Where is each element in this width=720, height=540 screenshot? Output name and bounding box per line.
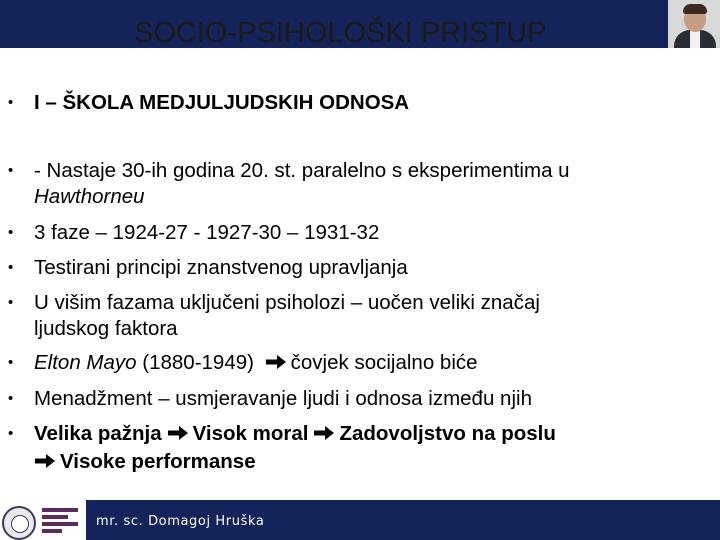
footer-author: mr. sc. Domagoj Hruška	[96, 514, 265, 529]
list-item-text: Testirani principi znanstvenog upravljanja	[34, 256, 408, 279]
slide-title: SOCIO-PSIHOLOŠKI PRISTUP	[134, 17, 547, 49]
list-item-text-cont: Hawthorneu	[34, 185, 145, 208]
section-heading: I – ŠKOLA MEDJULJUDSKIH ODNOSA	[34, 91, 410, 114]
bullet-dot: •	[8, 425, 14, 442]
chain-part-2: Visok moral	[192, 422, 309, 445]
bullet-dot: •	[8, 390, 14, 407]
list-item-text	[34, 421, 556, 447]
list-item-text	[34, 350, 478, 376]
chain-part-1: Velika pažnja	[34, 422, 162, 445]
list-item-text: - Nastaje 30-ih godina 20. st. paralelno s eksperimentima u	[34, 159, 570, 182]
right-arrow-icon	[313, 425, 335, 441]
bullet-dot: •	[8, 162, 14, 179]
bullet-dot: •	[8, 354, 14, 371]
right-arrow-icon	[265, 354, 287, 370]
list-item-text-cont: ljudskog faktora	[34, 317, 178, 340]
list-item-text-cont	[34, 449, 256, 475]
person-years: (1880-1949)	[136, 351, 260, 374]
bullet-dot: •	[8, 224, 14, 241]
chain-part-4: Visoke performanse	[60, 450, 256, 473]
list-item-text: U višim fazama uključeni psiholozi – uočen veliki značaj	[34, 291, 540, 314]
right-arrow-icon	[34, 453, 56, 469]
list-item-text: 3 faze – 1924-27 - 1927-30 – 1931-32	[34, 221, 380, 244]
chain-part-3: Zadovoljstvo na poslu	[339, 422, 556, 445]
list-item-rest: čovjek socijalno biće	[290, 351, 478, 374]
person-name: Elton Mayo	[34, 351, 137, 374]
list-item-text: Menadžment – usmjeravanje ljudi i odnosa između njih	[34, 387, 532, 410]
bullet-dot: •	[8, 94, 14, 111]
footer-logo-area	[0, 500, 86, 540]
footer-bar	[0, 500, 720, 540]
right-arrow-icon	[167, 425, 189, 441]
university-seal-icon	[2, 506, 36, 540]
bullet-dot: •	[8, 259, 14, 276]
bullet-dot: •	[8, 294, 14, 311]
faculty-logo-icon	[42, 508, 78, 532]
